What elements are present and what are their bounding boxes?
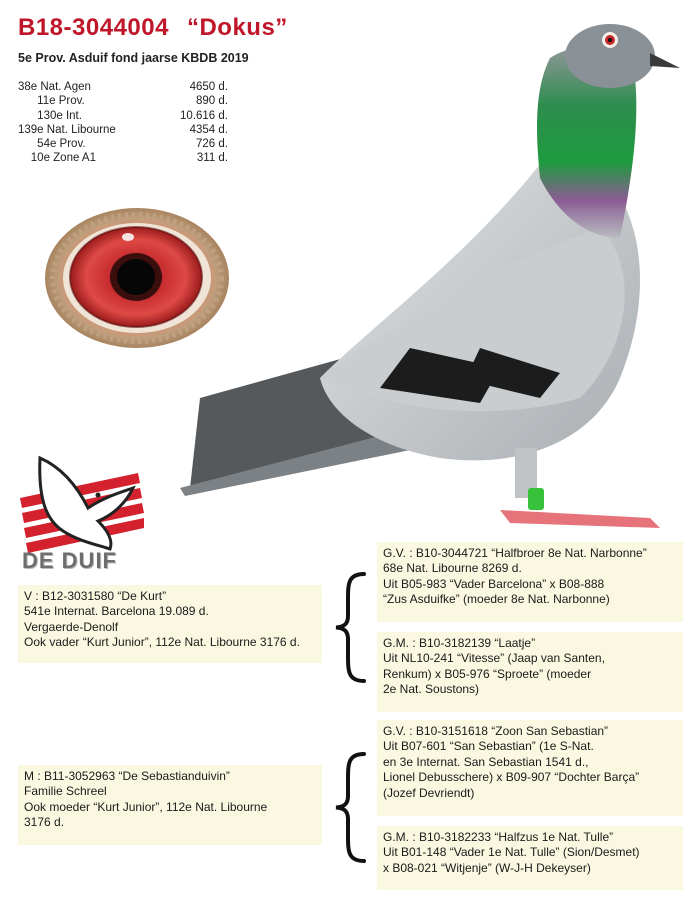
- result-label: 139e Nat. Libourne: [18, 123, 116, 136]
- pigeon-name: “Dokus”: [186, 14, 288, 41]
- grandparent-line: G.M. : B10-3182233 “Halfzus 1e Nat. Tulle”: [383, 830, 614, 844]
- subtitle: 5e Prov. Asduif fond jaarse KBDB 2019: [18, 51, 249, 65]
- mother-line: M : B11-3052963 “De Sebastianduivin”: [24, 769, 230, 783]
- result-value: 726 d.: [196, 138, 228, 151]
- grandparent-line: G.V. : B10-3151618 “Zoon San Sebastian”: [383, 724, 609, 738]
- grandparent-line: x B08-021 “Witjenje” (W-J-H Dekeyser): [383, 860, 591, 875]
- mother-box: [18, 765, 322, 845]
- result-label: 10e Zone A1: [18, 152, 97, 165]
- father-line: Ook vader “Kurt Junior”, 112e Nat. Libourne 3176 d.: [24, 635, 300, 650]
- grandparent-line: Uit NL10-241 “Vitesse” (Jaap van Santen,: [383, 651, 605, 666]
- mother-brace: [330, 750, 370, 865]
- mother-line: 3176 d.: [24, 815, 65, 830]
- grandparent-line: G.V. : B10-3044721 “Halfbroer 8e Nat. Narbonne”: [383, 546, 647, 560]
- result-label: 130e Int.: [18, 109, 82, 122]
- result-value: 311 d.: [196, 152, 228, 165]
- grandparent-line: Lionel Debusschere) x B09-907 “Dochter Barça”: [383, 770, 640, 785]
- result-value: 4650 d.: [189, 81, 228, 93]
- logo-text: DE DUIF: [22, 548, 117, 573]
- grandparent-line: Uit B01-148 “Vader 1e Nat. Tulle” (Sion/Desmet): [383, 845, 640, 860]
- father-brace: [330, 570, 370, 685]
- father-line: Vergaerde-Denolf: [24, 619, 119, 634]
- grandparent-line: 68e Nat. Libourne 8269 d.: [383, 561, 522, 576]
- grandparent-line: (Jozef Devriendt): [383, 785, 475, 800]
- father-line: 541e Internat. Barcelona 19.089 d.: [24, 604, 209, 619]
- father-line: V : B12-3031580 “De Kurt”: [24, 589, 167, 603]
- grandparent-line: Uit B07-601 “San Sebastian” (1e S-Nat.: [383, 739, 594, 754]
- result-value: 10.616 d.: [180, 109, 228, 122]
- result-value: 4354 d.: [189, 123, 228, 136]
- ring-number: B18-3044004: [18, 14, 169, 41]
- result-label: 11e Prov.: [18, 95, 85, 108]
- grandparent-line: “Zus Asduifke” (moeder 8e Nat. Narbonne): [383, 592, 610, 607]
- mother-grandmother-box: [377, 826, 683, 890]
- grandparent-line: Renkum) x B05-976 “Sproete” (moeder: [383, 666, 592, 681]
- grandparent-line: 2e Nat. Soustons): [383, 682, 480, 697]
- result-label: 38e Nat. Agen: [18, 81, 91, 93]
- grandparent-line: G.M. : B10-3182139 “Laatje”: [383, 636, 536, 650]
- grandparent-line: Uit B05-983 “Vader Barcelona” x B08-888: [383, 576, 605, 591]
- mother-line: Familie Schreel: [24, 784, 107, 799]
- mother-grandfather-box: [377, 720, 683, 816]
- result-label: 54e Prov.: [18, 138, 86, 151]
- father-grandmother-box: [377, 632, 683, 712]
- pigeon-photo: [180, 18, 690, 538]
- result-value: 890 d.: [196, 95, 228, 108]
- grandparent-line: en 3e Internat. San Sebastian 1541 d.,: [383, 754, 589, 769]
- father-box: [18, 585, 322, 663]
- father-grandfather-box: [377, 542, 683, 622]
- mother-line: Ook moeder “Kurt Junior”, 112e Nat. Libourne: [24, 799, 268, 814]
